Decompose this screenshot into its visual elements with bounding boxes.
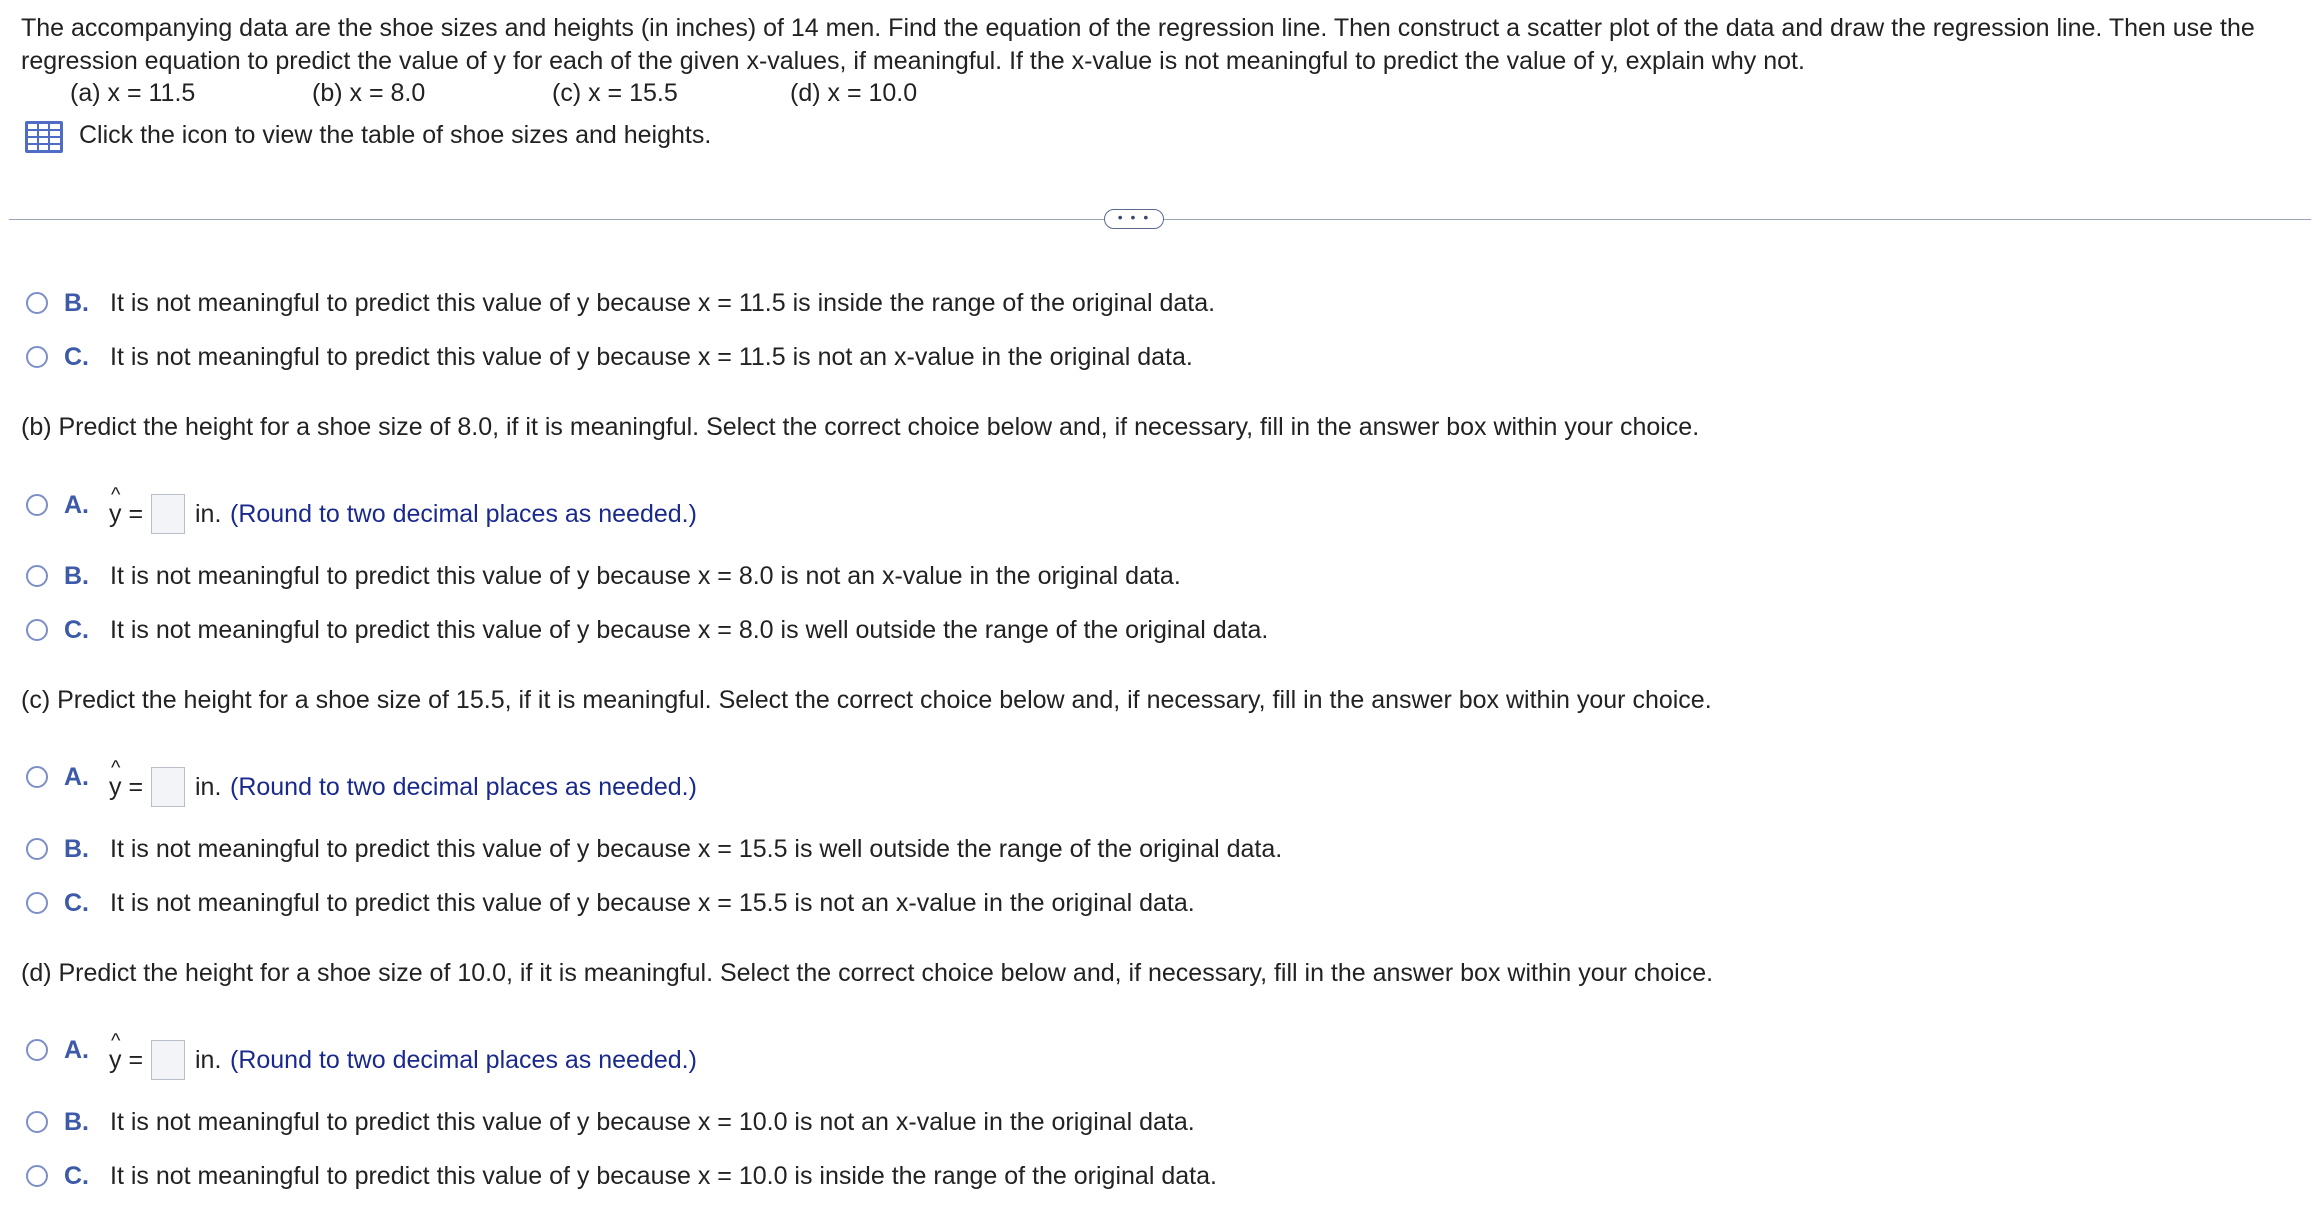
expand-more-button[interactable]: • • • [1104,209,1164,229]
radio-c-a[interactable] [26,766,48,788]
part-d-label: (d) x = 10.0 [790,79,918,107]
hint-c: (Round to two decimal places as needed.) [230,773,697,801]
unit-c: in. [195,773,222,801]
part-d-question: (d) Predict the height for a shoe size of 10.0, if it is meaningful. Select the correct choice below and, if necessary, fill in the answer box within your choice. [21,959,1714,987]
choice-a-c-letter: C. [64,343,89,371]
choice-b-a-letter: A. [64,491,89,519]
choice-d-b-text: It is not meaningful to predict this value of y because x = 10.0 is not an x-value in the original data. [110,1108,1195,1136]
radio-c-b[interactable] [26,838,48,860]
choice-b-c-letter: C. [64,616,89,644]
part-c-label: (c) x = 15.5 [552,79,678,107]
choice-c-a-letter: A. [64,763,89,791]
choice-d-a-letter: A. [64,1036,89,1064]
choice-c-c-letter: C. [64,889,89,917]
answer-box-b[interactable] [151,494,185,534]
choice-d-b-letter: B. [64,1108,89,1136]
radio-a-c[interactable] [26,346,48,368]
unit-b: in. [195,500,222,528]
radio-b-a[interactable] [26,494,48,516]
radio-d-a[interactable] [26,1039,48,1061]
radio-b-b[interactable] [26,565,48,587]
answer-box-c[interactable] [151,767,185,807]
radio-b-c[interactable] [26,619,48,641]
choice-b-b-text: It is not meaningful to predict this value of y because x = 8.0 is not an x-value in the original data. [110,562,1181,590]
choice-a-b-text: It is not meaningful to predict this value of y because x = 11.5 is inside the range of the original data. [110,289,1216,317]
problem-statement: The accompanying data are the shoe sizes and heights (in inches) of 14 men. Find the equation of the regression line. Then construct a scatter plot of the data and draw the regression line. Then use the regression equation to predict the value of y for each of the given x-values, if meaningful. If the x-value is not meaningful to predict the value of y, explain why not. [21,14,2255,75]
part-b-label: (b) x = 8.0 [312,79,426,107]
hat-icon: ^ [111,484,121,506]
part-c-question: (c) Predict the height for a shoe size of 15.5, if it is meaningful. Select the correct choice below and, if necessary, fill in the answer box within your choice. [21,686,1712,714]
hint-b: (Round to two decimal places as needed.) [230,500,697,528]
yhat-label: y = [109,500,144,528]
choice-b-b-letter: B. [64,562,89,590]
radio-a-b[interactable] [26,292,48,314]
choice-c-c-text: It is not meaningful to predict this value of y because x = 15.5 is not an x-value in the original data. [110,889,1195,917]
table-grid-icon[interactable] [24,120,64,154]
yhat-label: y = [109,773,144,801]
choice-d-c-text: It is not meaningful to predict this value of y because x = 10.0 is inside the range of the original data. [110,1162,1217,1190]
radio-d-b[interactable] [26,1111,48,1133]
choice-d-c-letter: C. [64,1162,89,1190]
table-link-text[interactable]: Click the icon to view the table of shoe sizes and heights. [79,121,712,149]
radio-d-c[interactable] [26,1165,48,1187]
choice-c-b-letter: B. [64,835,89,863]
choice-b-c-text: It is not meaningful to predict this value of y because x = 8.0 is well outside the range of the original data. [110,616,1269,644]
part-b-question: (b) Predict the height for a shoe size of 8.0, if it is meaningful. Select the correct choice below and, if necessary, fill in the answer box within your choice. [21,413,1700,441]
choice-a-b-letter: B. [64,289,89,317]
unit-d: in. [195,1046,222,1074]
hat-icon: ^ [111,757,121,779]
yhat-label: y = [109,1046,144,1074]
hat-icon: ^ [111,1030,121,1052]
choice-c-b-text: It is not meaningful to predict this value of y because x = 15.5 is well outside the range of the original data. [110,835,1283,863]
radio-c-c[interactable] [26,892,48,914]
answer-box-d[interactable] [151,1040,185,1080]
choice-a-c-text: It is not meaningful to predict this value of y because x = 11.5 is not an x-value in the original data. [110,343,1193,371]
part-a-label: (a) x = 11.5 [70,79,196,107]
hint-d: (Round to two decimal places as needed.) [230,1046,697,1074]
